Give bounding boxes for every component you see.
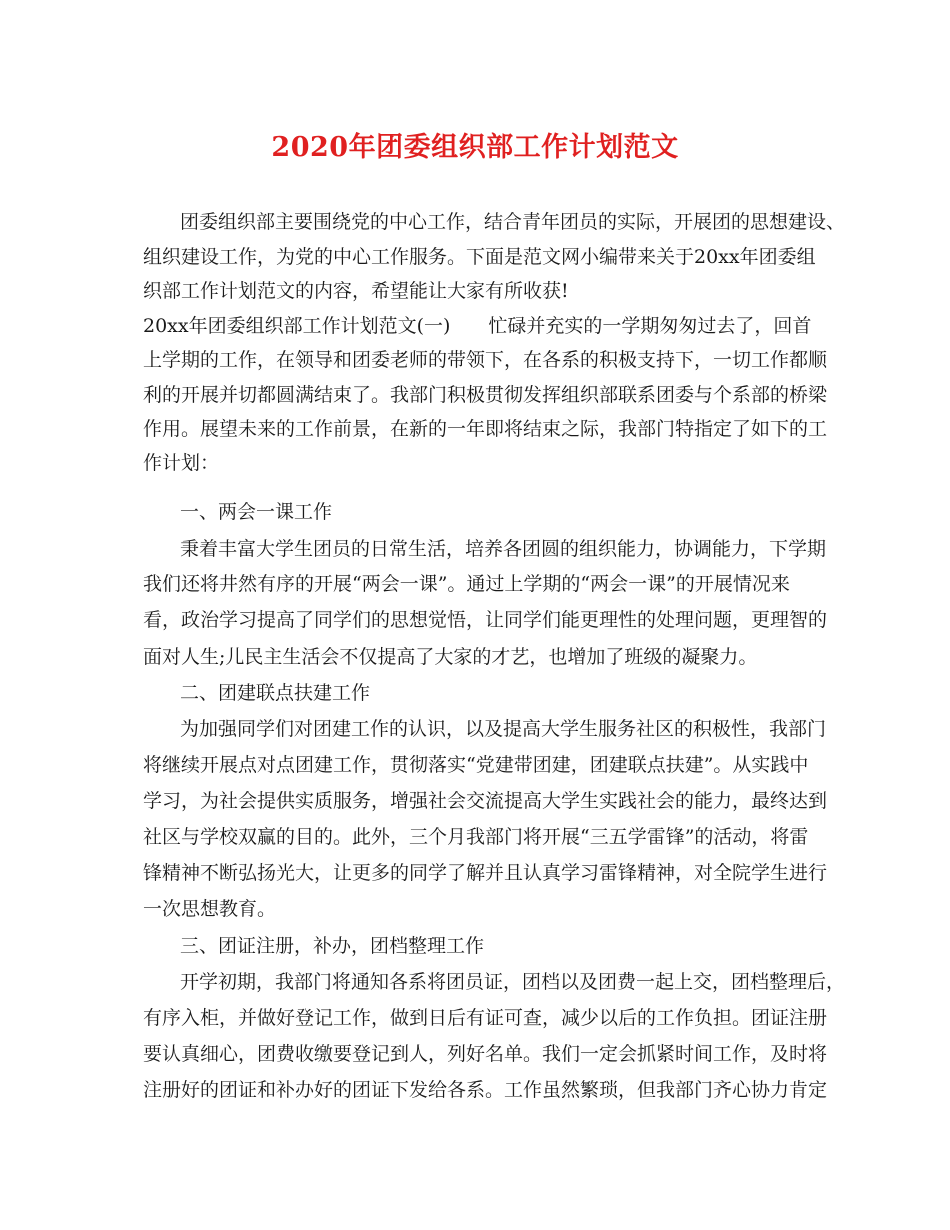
text-line: 上学期的工作，在领导和团委老师的带领下，在各系的积极支持下，一切工作都顺 bbox=[143, 349, 828, 371]
text-line: 要认真细心，团费收缴要登记到人，列好名单。我们一定会抓紧时间工作，及时将 bbox=[143, 1043, 828, 1065]
text-line: 开学初期，我部门将通知各系将团员证，团档以及团费一起上交，团档整理后， bbox=[180, 971, 846, 993]
text-line: 作计划： bbox=[143, 452, 220, 474]
text-line: 组织建设工作，为党的中心工作服务。下面是范文网小编带来关于20xx年团委组 bbox=[143, 246, 816, 268]
section-heading: 一、两会一课工作 bbox=[180, 501, 333, 523]
text-line: 织部工作计划范文的内容，希望能让大家有所收获! bbox=[143, 280, 569, 302]
text-line: 一次思想教育。 bbox=[143, 898, 277, 920]
section-heading: 二、团建联点扶建工作 bbox=[180, 682, 371, 704]
text-line: 利的开展并切都圆满结束了。我部门积极贯彻发挥组织部联系团委与个系部的桥梁 bbox=[143, 384, 828, 406]
text-line: 为加强同学们对团建工作的认识，以及提高大学生服务社区的积极性，我部门 bbox=[180, 718, 827, 740]
text-line: 我们还将井然有序的开展“两会一课”。通过上学期的“两会一课”的开展情况来 bbox=[143, 573, 790, 595]
text-line: 将继续开展点对点团建工作，贯彻落实“党建带团建，团建联点扶建”。从实践中 bbox=[143, 754, 809, 776]
text-line: 20xx年团委组织部工作计划范文(一) 忙碌并充实的一学期匆匆过去了，回首 bbox=[143, 315, 812, 337]
text-line: 注册好的团证和补办好的团证下发给各系。工作虽然繁琐，但我部门齐心协力肯定 bbox=[143, 1079, 828, 1101]
section-heading: 三、团证注册，补办，团档整理工作 bbox=[180, 935, 485, 957]
document-title: 2020年团委组织部工作计划范文 bbox=[271, 132, 679, 163]
text-line: 作用。展望未来的工作前景，在新的一年即将结束之际，我部门特指定了如下的工 bbox=[143, 418, 828, 440]
text-line: 学习，为社会提供实质服务，增强社会交流提高大学生实践社会的能力，最终达到 bbox=[143, 790, 828, 812]
text-line: 锋精神不断弘扬光大，让更多的同学了解并且认真学习雷锋精神，对全院学生进行 bbox=[143, 862, 828, 884]
text-line: 秉着丰富大学生团员的日常生活，培养各团圆的组织能力，协调能力，下学期 bbox=[180, 538, 827, 560]
text-line: 有序入柜，并做好登记工作，做到日后有证可查，减少以后的工作负担。团证注册 bbox=[143, 1007, 828, 1029]
text-line: 面对人生;儿民主生活会不仅提高了大家的才艺，也增加了班级的凝聚力。 bbox=[143, 646, 758, 668]
text-line: 团委组织部主要围绕党的中心工作，结合青年团员的实际，开展团的思想建设、 bbox=[180, 211, 846, 233]
text-line: 社区与学校双赢的目的。此外，三个月我部门将开展“三五学雷锋”的活动，将雷 bbox=[143, 826, 809, 848]
text-line: 看，政治学习提高了同学们的思想觉悟，让同学们能更理性的处理问题，更理智的 bbox=[143, 609, 828, 631]
